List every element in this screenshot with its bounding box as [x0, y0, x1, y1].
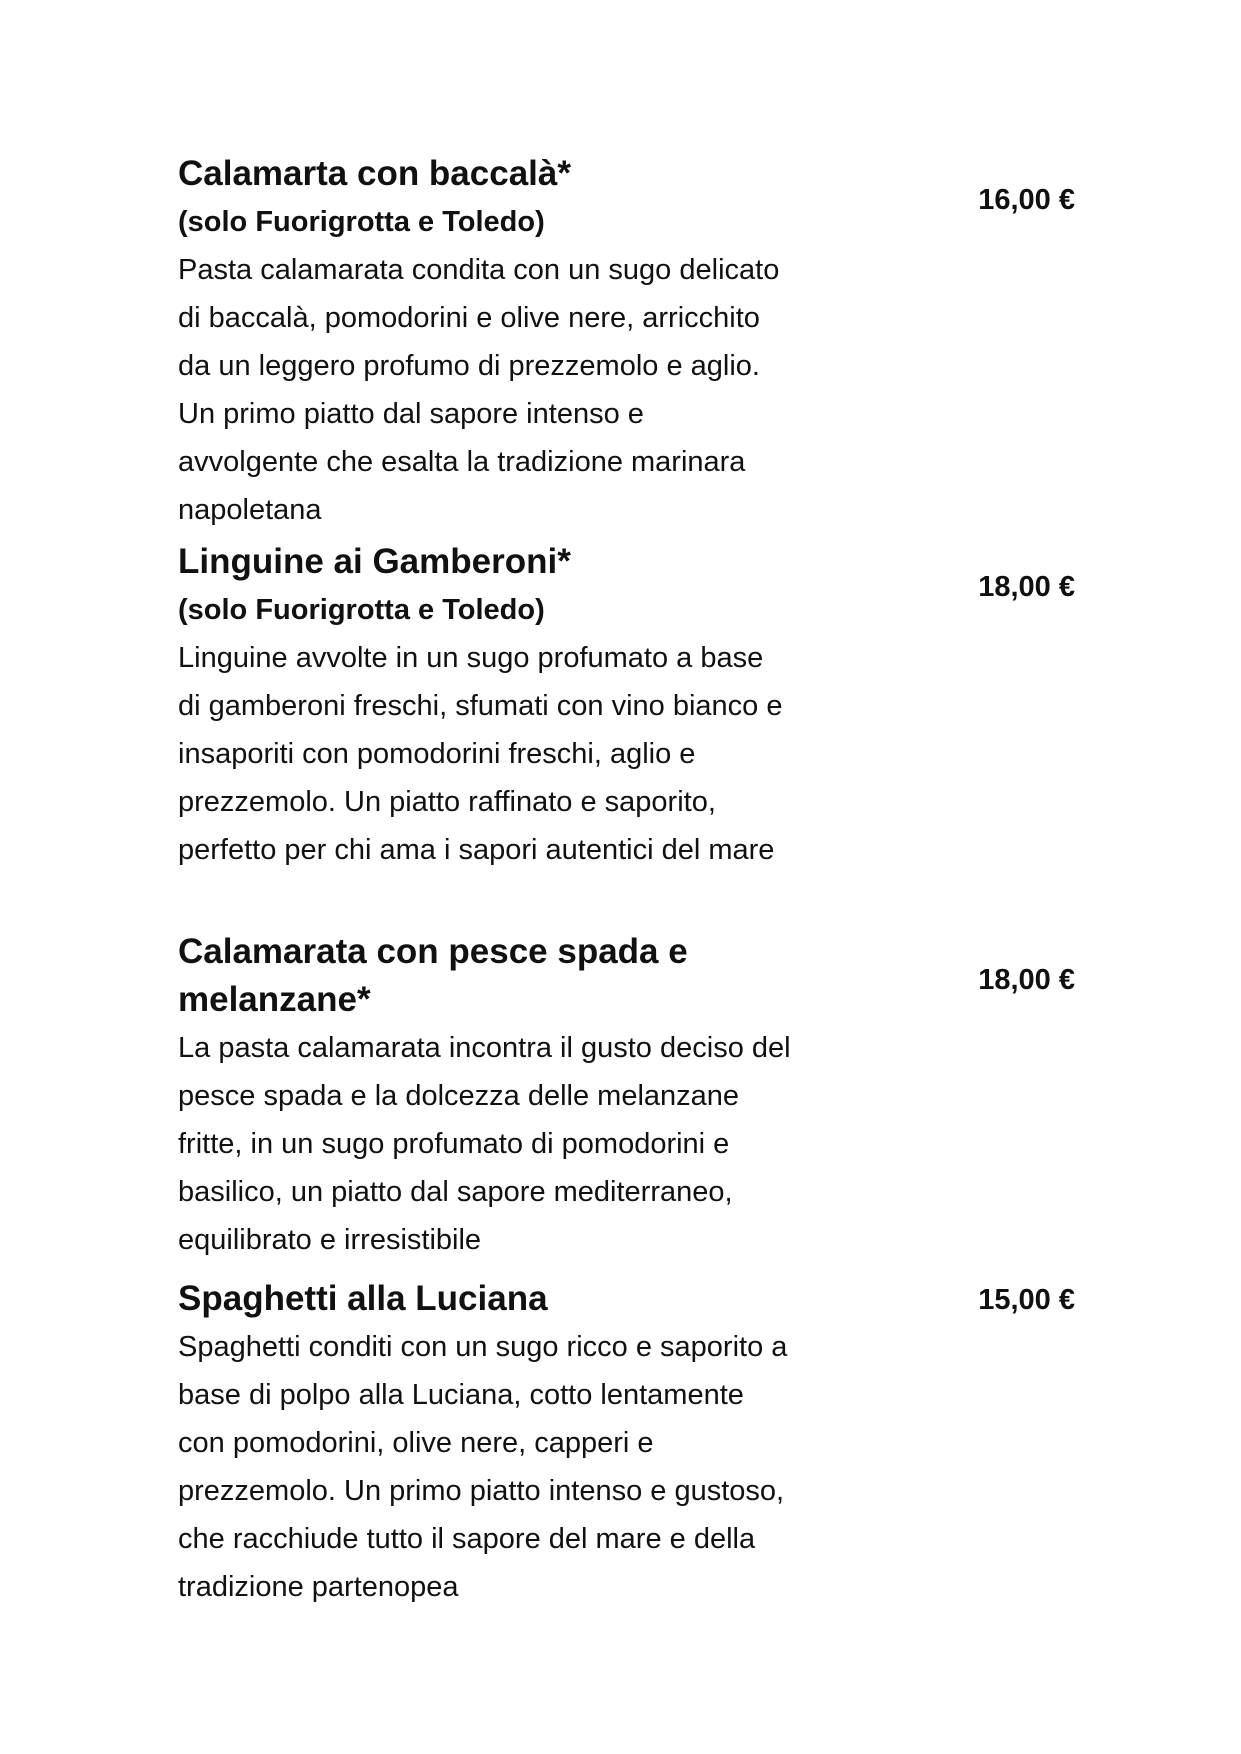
menu-item	[178, 150, 908, 534]
dish-description: Linguine avvolte in un sugo profumato a base di gamberoni freschi, sfumati con vino bianco e insaporiti con pomodorini freschi, aglio e prezzemolo. Un piatto raffinato e saporito, perfetto per chi ama i sapori autentici del mare	[178, 642, 783, 866]
menu-item	[178, 538, 908, 874]
dish-description: Pasta calamarata condita con un sugo delicato di baccalà, pomodorini e olive nere, arricchito da un leggero profumo di prezzemolo e aglio. Un primo piatto dal sapore intenso e avvolgente che esalta la tradizione marinara napoletana	[178, 254, 780, 526]
dish-price: 16,00 €	[978, 184, 1075, 216]
dish-title: Spaghetti alla Luciana	[178, 1279, 548, 1318]
dish-price: 18,00 €	[978, 964, 1075, 996]
dish-availability-note: (solo Fuorigrotta e Toledo)	[178, 594, 545, 626]
dish-title: Calamarata con pesce spada e melanzane*	[178, 932, 688, 1019]
dish-title: Calamarta con baccalà*	[178, 154, 571, 193]
menu-item	[178, 928, 908, 1264]
dish-availability-note: (solo Fuorigrotta e Toledo)	[178, 206, 545, 238]
dish-title: Linguine ai Gamberoni*	[178, 542, 571, 581]
dish-description: Spaghetti conditi con un sugo ricco e saporito a base di polpo alla Luciana, cotto lentamente con pomodorini, olive nere, capperi e prezzemolo. Un primo piatto intenso e gustoso, che racchiude tutto il sapore del mare e della tradizione partenopea	[178, 1331, 788, 1603]
menu-item	[178, 1275, 908, 1611]
dish-price: 15,00 €	[978, 1284, 1075, 1316]
dish-price: 18,00 €	[978, 571, 1075, 603]
dish-description: La pasta calamarata incontra il gusto deciso del pesce spada e la dolcezza delle melanzane fritte, in un sugo profumato di pomodorini e basilico, un piatto dal sapore mediterraneo, equilibrato e irresistibile	[178, 1032, 791, 1256]
